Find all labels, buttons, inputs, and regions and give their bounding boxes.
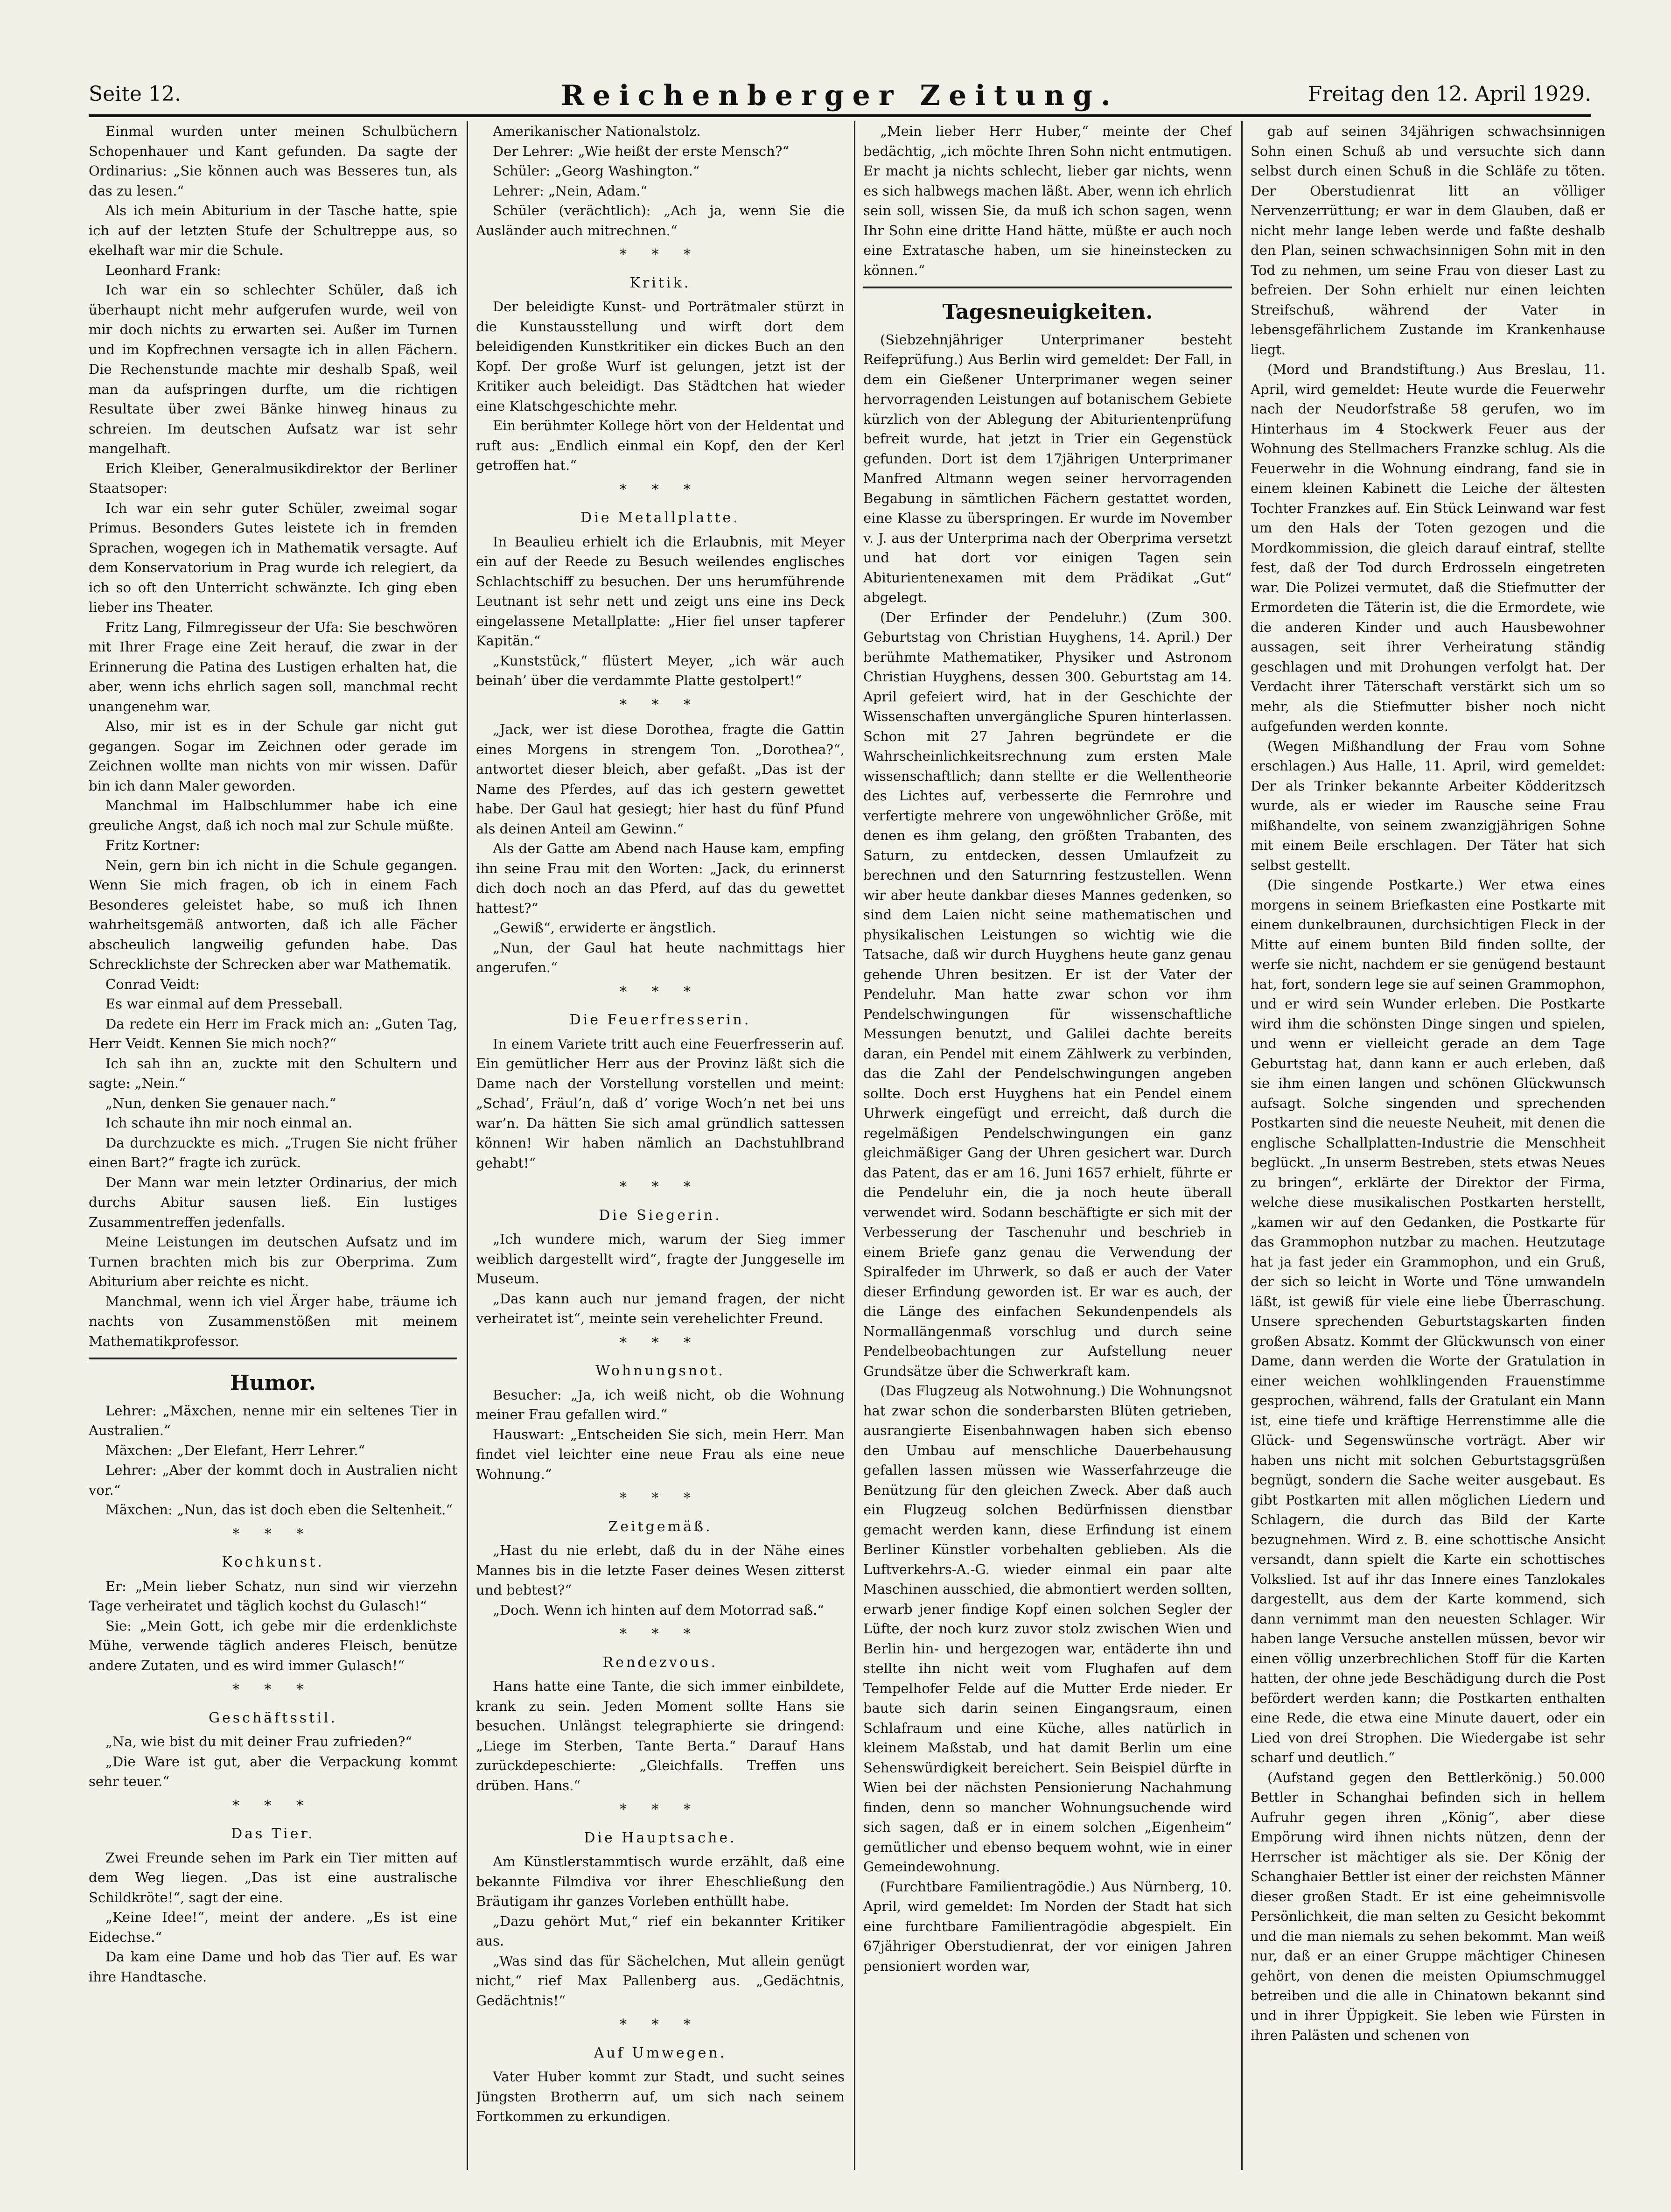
paragraph: Lehrer: „Aber der kommt doch in Australien nicht vor.“ [89, 1462, 457, 1498]
paragraph: (Mord und Brandstiftung.) Aus Breslau, 11. April, wird gemeldet: Heute wurde die Feuerwehr nach der Neudorfstraße 58 gerufen, wo im Hinterhaus im 4 Stockwerk Feuer aus der Wohnung des Stellmachers Franzke schlug. Als die Feuerwehr in die Wohnung eindrang, fand sie in einem kleinen Kabinett die Leiche der ältesten Tochter Franzkes auf. Ein Stück Leinwand war fest um den Hals der Toten gezogen und die Mordkommission, die gleich darauf eintraf, stellte fest, daß der Tod durch Erdrosseln eingetreten war. Die Polizei vermutet, daß die Stiefmutter der Ermordeten die Täterin ist, die die Ermordete, wie die anderen Kinder und auch Hausbewohner aussagen, seit ihrer Verheiratung ständig geschlagen und mit Drohungen verfolgt hat. Der Verdacht ihrer Täterschaft verstärkt sich um so mehr, als die Stiefmutter bisher noch nicht aufgefunden werden konnte. [1251, 361, 1605, 734]
paragraph: „Mein lieber Herr Huber,“ meinte der Chef bedächtig, „ich möchte Ihren Sohn nicht entmutigen. Er macht ja nichts schlecht, lieber gar nichts, wenn es sich halbwegs machen läßt. Aber, wenn ich ehrlich sein soll, wissen Sie, da muß ich schon sagen, wenn Ihr Sohn eine dritte Hand hätte, müßte er auch noch eine Extratasche haben, um sie hineinstecken zu können.“ [863, 123, 1232, 278]
section-title: Humor. [230, 1371, 316, 1395]
paragraph: Fritz Kortner: [105, 837, 200, 853]
paragraph: „Das kann auch nur jemand fragen, der nicht verheiratet ist“, meinte sein verehelichter Freund. [476, 1290, 845, 1326]
paragraph: (Der Erfinder der Pendeluhr.) (Zum 300. Geburtstag von Christian Huyghens, 14. April.) Der berühmte Mathematiker, Physiker und Astronom Christian Huyghens, dessen 300. Geburtstag am 14. April gefeiert wird, hat in der Geschichte der Wissenschaften unvergängliche Spuren hinterlassen. Schon mit 27 Jahren begründete er die Wahrscheinlichkeitsrechnung zum ersten Male wissenschaftlich; dann stellte er die Wellentheorie des Lichtes auf, verbesserte die Fernrohre und verfertigte mehrere von ungewöhnlicher Größe, mit denen es ihm gelang, den größten Trabanten, des Saturn, zu entdecken, dessen Umlaufzeit zu berechnen und den Saturnring festzustellen. Wenn wir aber heute dankbar dieses Mannes gedenken, so sind dem Laien nicht seine mathematischen und physikalischen Leistungen so wichtig wie die Tatsache, daß wir durch Huyghens heute ganz genau gehende Uhren besitzen. Er ist der Vater der Pendeluhr. Man hatte zwar schon vor ihm Pendelschwingungen für wissenschaftliche Messungen benutzt, und Galilei dachte bereits daran, ein Pendel mit einem Zählwerk zu verbinden, das die Zahl der Pendelschwingungen angeben sollte. Doch erst Huyghens hat ein Pendel einem Uhrwerk eingefügt und erreicht, daß durch die regelmäßigen Pendelschwingungen ein ganz gleichmäßiger Gang der Uhren gesichert war. Durch das Patent, das er am 16. Juni 1657 erhielt, führte er die Pendeluhr ein, die ja noch heute überall verwendet wird. Sodann beschäftigte er sich mit der Verbesserung der Taschenuhr und beschrieb in einem Briefe ganz genau die Verwendung der Spiralfeder im Uhrwerk, so daß er auch der Vater dieser Erfindung geworden ist. Er war es auch, der die Länge des einfachen Sekundenpendels als Normallängenmaß vorschlug und durch seine Pendelbeobachtungen zur Aufstellung neuer Grundsätze über die Schwerkraft kam. [863, 609, 1232, 1379]
separator-stars: * * * [619, 1334, 701, 1351]
paragraph: (Die singende Postkarte.) Wer etwa eines morgens in seinem Briefkasten eine Postkarte mit einem dunkelbraunen, durchsichtigen Fleck in der Mitte auf einem bunten Bild finden sollte, der werfe sie nicht, nachdem er sie genügend bestaunt hat, fort, sondern lege sie auf seinen Grammophon, und er wird sein Wunder erleben. Die Postkarte wird ihm die schönsten Dinge singen und spielen, und wenn er vielleicht gerade an dem Tage Geburtstag hat, dann kann er auch erleben, daß sie ihm einen langen und schönen Glückwunsch aufsagt. Solche singenden und sprechenden Postkarten sind die neueste Neuheit, mit denen die englische Schallplatten-Industrie die Menschheit beglückt. „In unserm Bestreben, stets etwas Neues zu bringen“, erklärte der Direktor der Firma, welche diese musikalischen Postkarten herstellt, „kamen wir auf den Gedanken, die Postkarte für das Grammophon nutzbar zu machen. Heutzutage hat ja fast jeder ein Grammophon, und ein Gruß, der sich so leicht in Worte und Töne umwandeln läßt, ist gewiß für viele eine liebe Überraschung. Unsere sprechenden Geburtstagskarten finden großen Absatz. Kommt der Glückwunsch von einer Dame, dann werden die Worte der Gratulation in einer weichen wohlklingenden Frauenstimme gesprochen, während, falls der Gratulant ein Mann ist, eine tiefe und kräftige Herrenstimme alle die Glück- und Segenswünsche vorträgt. Aber wir haben uns nicht mit solchen Geburtstagsgrüßen begnügt, sondern die Sache weiter ausgebaut. Es gibt Postkarten mit allen möglichen Liedern und Schlagern, die durch das Bild der Karte bezugnehmen. Wird z. B. eine schottische Ansicht versandt, dann spielt die Karte ein schottisches Volkslied. Ist auf ihr das Innere eines Tanzlokales dargestellt, aus dem der Karte kommend, sich dann vernimmt man den neuesten Schlager. Wir haben lange Versuche anstellen müssen, bevor wir einen völlig unzerbrechlichen Stoff für die Karten hatten, der ohne jede Beschädigung durch die Post befördert werden kann; die Postkarten enthalten eine Rede, die etwa eine Minute dauert, oder ein Lied von drei Strophen. Die Wiedergabe ist sehr scharf und deutlich.“ [1251, 877, 1605, 1765]
paragraph: Also, mir ist es in der Schule gar nicht gut gegangen. Sogar im Zeichnen oder gerade im Zeichnen wollte man nichts von mir wissen. Dafür bin ich dann Maler geworden. [89, 718, 457, 794]
paragraph: Ich schaute ihn mir noch einmal an. [105, 1115, 352, 1131]
paragraph: Als der Gatte am Abend nach Hause kam, empfing ihn seine Frau mit den Worten: „Jack, du erinnerst dich doch noch an das Pferd, auf das du gewettet hattest?“ [476, 840, 845, 916]
separator-stars: * * * [619, 696, 701, 713]
article-heading: Das Tier. [231, 1826, 315, 1842]
column-divider [1241, 121, 1243, 2170]
issue-date: Freitag den 12. April 1929. [1307, 82, 1591, 106]
paragraph: Hans hatte eine Tante, die sich immer einbildete, krank zu sein. Jeden Moment sollte Hans sie besuchen. Unlängst telegraphierte sie dringend: „Liege im Sterben, Tante Berta.“ Darauf Hans zurückdepeschierte: „Gleichfalls. Treffen uns drüben. Hans.“ [476, 1678, 845, 1793]
paragraph: „Ich wundere mich, warum der Sieg immer weiblich dargestellt wird“, fragte der Junggeselle im Museum. [476, 1231, 845, 1287]
page-header [89, 79, 1591, 112]
paragraph: (Aufstand gegen den Bettlerkönig.) 50.000 Bettler in Schanghai befinden sich in hellem Aufruhr gegen ihren „König“, aber diese Empörung wird ihnen nichts nützen, denn der Herrscher ist mächtiger als sie. Der König der Schanghaier Bettler ist einer der reichsten Männer dieser großen Stadt. Er ist eine geheimnisvolle Persönlichkeit, die man selten zu Gesicht bekommt und die man niemals zu sehen bekommt. Man weiß nur, daß er an einer Gruppe mächtiger Chinesen gehört, von denen die meisten Opiumschmuggel betreiben und die alle in Chinatown bekannt sind und in ihrer Üppigkeit. Sie leben wie Fürsten in ihren Palästen und schenen von [1251, 1769, 1605, 2043]
paragraph: Nein, gern bin ich nicht in die Schule gegangen. Wenn Sie mich fragen, ob ich in einem Fach Besonderes geleistet habe, so muß ich Ihnen wahrheitsgemäß antworten, daß ich alle Fächer abscheulich langweilig gefunden habe. Das Schrecklichste der Schrecken aber war Mathematik. [89, 857, 457, 972]
paragraph: Erich Kleiber, Generalmusikdirektor der Berliner Staatsoper: [89, 460, 457, 496]
paragraph: gab auf seinen 34jährigen schwachsinnigen Sohn einen Schuß ab und versuchte sich dann selbst durch einen Schuß in die Schläfe zu töten. Der Oberstudienrat litt an völliger Nervenzerrüttung; er war in dem Glauben, daß er nicht mehr lange leben werde und faßte deshalb den Plan, seinen schwachsinnigen Sohn mit in den Tod zu nehmen, um seine Frau von dieser Last zu befreien. Der Sohn erhielt nur einen leichten Streifschuß, während der Vater in lebensgefährlichem Zustande im Krankenhause liegt. [1251, 123, 1605, 357]
paragraph: „Doch. Wenn ich hinten auf dem Motorrad saß.“ [493, 1602, 825, 1618]
article-heading: Auf Umwegen. [594, 2044, 727, 2061]
article-heading: Wohnungsnot. [595, 1363, 725, 1379]
paragraph: „Die Ware ist gut, aber die Verpackung kommt sehr teuer.“ [89, 1753, 457, 1789]
paragraph: Der Lehrer: „Wie heißt der erste Mensch?“ [493, 143, 790, 159]
paragraph: „Nun, denken Sie genauer nach.“ [105, 1095, 336, 1111]
section-rule [89, 1358, 457, 1359]
column-divider [854, 121, 855, 2170]
paragraph: „Gewiß“, erwiderte er ängstlich. [493, 920, 716, 936]
paragraph: (Wegen Mißhandlung der Frau vom Sohne erschlagen.) Aus Halle, 11. April, wird gemeldet: Der als Trinker bekannte Arbeiter Ködderitzsch wurde, als er wieder im Rausche seine Frau mißhandelte, von seinem zwanzigjährigen Sohne mit einem Beile erschlagen. Der Täter hat sich selbst gestellt. [1251, 738, 1605, 873]
paragraph: „Na, wie bist du mit deiner Frau zufrieden?“ [105, 1734, 413, 1750]
header-rule [89, 114, 1591, 117]
masthead-title: Reichenberger Zeitung. [561, 79, 1119, 112]
column-4 [1251, 121, 1605, 2165]
paragraph: Lehrer: „Mäxchen, nenne mir ein seltenes Tier in Australien.“ [89, 1402, 457, 1438]
paragraph: Der beleidigte Kunst- und Porträtmaler stürzt in die Kunstausstellung und wirft dort dem beleidigenden Kunstkritiker ein dickes Buch an den Kopf. Der große Wurf ist gelungen, jetzt ist der Kritiker auch beleidigt. Das Städtchen hat wieder eine Klatschgeschichte mehr. [476, 299, 845, 414]
paragraph: Da kam eine Dame und hob das Tier auf. Es war ihre Handtasche. [89, 1949, 457, 1985]
paragraph: „Nun, der Gaul hat heute nachmittags hier angerufen.“ [476, 939, 845, 975]
article-heading: Geschäftsstil. [209, 1709, 337, 1726]
paragraph: Besucher: „Ja, ich weiß nicht, ob die Wohnung meiner Frau gefallen wird.“ [476, 1386, 845, 1422]
article-heading: Die Hauptsache. [584, 1829, 737, 1846]
separator-stars: * * * [619, 1490, 701, 1506]
paragraph: Manchmal im Halbschlummer habe ich eine greuliche Angst, daß ich noch mal zur Schule müßte. [89, 798, 457, 833]
paragraph: Mäxchen: „Nun, das ist doch eben die Seltenheit.“ [105, 1502, 453, 1518]
page-number: Seite 12. [89, 82, 181, 106]
paragraph: Als ich mein Abiturium in der Tasche hatte, spie ich auf der letzten Stufe der Schultreppe aus, so ekelhaft war mir die Schule. [89, 203, 457, 258]
paragraph: Mäxchen: „Der Elefant, Herr Lehrer.“ [105, 1442, 365, 1458]
separator-stars: * * * [619, 1801, 701, 1818]
paragraph: Meine Leistungen im deutschen Aufsatz und im Turnen brachten mich bis zur Oberprima. Zum Abiturium aber reichte es nicht. [89, 1234, 457, 1289]
article-heading: Die Feuerfresserin. [569, 1012, 751, 1028]
article-heading: Kochkunst. [222, 1554, 324, 1570]
column-divider [467, 121, 468, 2170]
paragraph: Ich war ein sehr guter Schüler, zweimal sogar Primus. Besonders Gutes leistete ich in fremden Sprachen, wogegen ich in Mathematik versagte. Auf dem Konservatorium in Prag wurde ich relegiert, da ich so oft den Unterricht schwänzte. Ich ging eben lieber ins Theater. [89, 500, 457, 615]
paragraph: In einem Variete tritt auch eine Feuerfresserin auf. Ein gemütlicher Herr aus der Provinz läßt sich die Dame nach der Vorstellung vorstellen und meint: „Schad’, Fräul’n, daß d’ vorige Woch’n net bei uns war’n. Da hätten Sie sich amal gründlich sattessen können! Wir haben nämlich an Dachstuhlbrand gehabt!“ [476, 1036, 845, 1171]
paragraph: Lehrer: „Nein, Adam.“ [493, 182, 648, 199]
paragraph: „Was sind das für Sächelchen, Mut allein genügt nicht,“ rief Max Pallenberg aus. „Gedächtnis, Gedächtnis!“ [476, 1953, 845, 2009]
paragraph: „Hast du nie erlebt, daß du in der Nähe eines Mannes bis in die letzte Faser deines Wesen zitterst und bebtest?“ [476, 1542, 845, 1598]
paragraph: (Das Flugzeug als Notwohnung.) Die Wohnungsnot hat zwar schon die sonderbarsten Blüten getrieben, ausrangierte Eisenbahnwagen haben sich ebenso den Umbau auf menschliche Dauerbehausung gefallen lassen müssen wie Wasserfahrzeuge die Benützung für den gleichen Zweck. Aber daß auch ein Flugzeug solchen Bedürfnissen dienstbar gemacht werden kann, diese Erfindung ist einem Berliner Künstler vorbehalten geblieben. Als die Luftverkehrs-A.-G. wieder einmal ein paar alte Maschinen ausschied, die abmontiert werden sollten, erwarb jener findige Kopf einen solchen Segler der Lüfte, der noch kurz zuvor stolz zwischen Wien und Berlin hin- und hergezogen war, entäderte ihn und stellte ihn nicht weit vom Flughafen auf dem Tempelhofer Felde auf die Mutter Erde nieder. Er baute sich darin seinen Eingangsraum, einen Schlafraum und eine Küche, alles natürlich in kleinem Maßstab, und hat damit Berlin um eine Sehenswürdigkeit bereichert. Sein Beispiel dürfte in Wien bei der nächsten Pensionierung Nachahmung finden, denn so mancher Wohnungsuchende wird sich sagen, daß er in einem solchen „Eigenheim“ gemütlicher und ebenso bequem wohnt, wie in einer Gemeindewohnung. [863, 1383, 1232, 1875]
article-heading: Die Siegerin. [599, 1207, 722, 1224]
paragraph: Der Mann war mein letzter Ordinarius, der mich durchs Abitur sausen ließ. Ein lustiges Zusammentreffen jedenfalls. [89, 1174, 457, 1230]
column-3 [863, 121, 1232, 2165]
paragraph: Fritz Lang, Filmregisseur der Ufa: Sie beschwören mit Ihrer Frage eine Zeit herauf, die zwar in der Erinnerung die Patina des Lustigen erhalten hat, die aber, wenn ichs ehrlich sagen soll, manchmal recht unangenehm war. [89, 619, 457, 714]
article-heading: Zeitgemäß. [608, 1518, 713, 1535]
separator-stars: * * * [619, 983, 701, 1000]
section-title: Tagesneuigkeiten. [942, 300, 1153, 324]
article-heading: Die Metallplatte. [580, 510, 740, 526]
column-1 [89, 121, 457, 2165]
separator-stars: * * * [232, 1797, 314, 1814]
separator-stars: * * * [619, 1626, 701, 1642]
separator-stars: * * * [619, 481, 701, 498]
paragraph: Zwei Freunde sehen im Park ein Tier mitten auf dem Weg liegen. „Das ist eine australische Schildkröte!“, sagt der eine. [89, 1849, 457, 1905]
paragraph: Hauswart: „Entscheiden Sie sich, mein Herr. Man findet viel leichter eine neue Frau als eine neue Wohnung.“ [476, 1426, 845, 1482]
paragraph: Da redete ein Herr im Frack mich an: „Guten Tag, Herr Veidt. Kennen Sie mich noch?“ [89, 1015, 457, 1051]
paragraph: Schüler: „Georg Washington.“ [493, 163, 700, 179]
paragraph: Schüler (verächtlich): „Ach ja, wenn Sie die Ausländer auch mitrechnen.“ [476, 203, 845, 238]
column-2 [476, 121, 845, 2165]
article-heading: Rendezvous. [602, 1654, 718, 1671]
paragraph: „Jack, wer ist diese Dorothea, fragte die Gattin eines Morgens in strengem Ton. „Dorothea?“, antwortet dieser bleich, aber gefaßt. „Das ist der Name des Pferdes, auf das ich gestern gewettet habe. Der Gaul hat gesiegt; hier hast du fünf Pfund als deinen Anteil am Gewinn.“ [476, 721, 845, 837]
paragraph: „Dazu gehört Mut,“ rief ein bekannter Kritiker aus. [476, 1913, 845, 1949]
paragraph: (Siebzehnjähriger Unterprimaner besteht Reifeprüfung.) Aus Berlin wird gemeldet: Der Fall, in dem ein Gießener Unterprimaner wegen seiner hervorragenden Leistungen auf botanischem Gebiete kürzlich von der Ablegung der Abiturientenprüfung befreit wurde, hat jetzt in Trier ein Gegenstück gefunden. Dort ist dem 17jährigen Unterprimaner Manfred Altmann wegen seiner hervorragenden Begabung in sämtlichen Fächern gestattet worden, eine Klasse zu überspringen. Er wurde im November v. J. aus der Unterprima nach der Oberprima versetzt und hat dort vor einigen Tagen sein Abiturientenexamen mit dem Prädikat „Gut“ abgelegt. [863, 331, 1232, 605]
paragraph: Conrad Veidt: [105, 976, 200, 992]
separator-stars: * * * [619, 1179, 701, 1195]
paragraph: Ich sah ihn an, zuckte mit den Schultern und sagte: „Nein.“ [89, 1055, 457, 1091]
paragraph: Er: „Mein lieber Schatz, nun sind wir vierzehn Tage verheiratet und täglich kochst du Gulasch!“ [89, 1578, 457, 1614]
separator-stars: * * * [232, 1681, 314, 1698]
paragraph: Amerikanischer Nationalstolz. [493, 123, 701, 139]
paragraph: Ein berühmter Kollege hört von der Heldentat und ruft aus: „Endlich einmal ein Kopf, den der Kerl getroffen hat.“ [476, 418, 845, 473]
paragraph: In Beaulieu erhielt ich die Erlaubnis, mit Meyer ein auf der Reede zu Besuch weilendes englisches Schlachtschiff zu besuchen. Der uns herumführende Leutnant ist sehr nett und zeigt uns eine ins Deck eingelassene Metallplatte: „Hier fiel unser tapferer Kapitän.“ [476, 533, 845, 649]
paragraph: Manchmal, wenn ich viel Ärger habe, träume ich nachts von Zusammenstößen mit meinem Mathematikprofessor. [89, 1293, 457, 1349]
paragraph: Sie: „Mein Gott, ich gebe mir die erdenklichste Mühe, verwende täglich anderes Fleisch, benütze andere Zutaten, und es wird immer Gulasch!“ [89, 1617, 457, 1673]
paragraph: Da durchzuckte es mich. „Trugen Sie nicht früher einen Bart?“ fragte ich zurück. [89, 1134, 457, 1170]
paragraph: Einmal wurden unter meinen Schulbüchern Schopenhauer und Kant gefunden. Da sagte der Ordinarius: „Sie können auch was Besseres tun, als das zu lesen.“ [89, 123, 457, 199]
paragraph: (Furchtbare Familientragödie.) Aus Nürnberg, 10. April, wird gemeldet: Im Norden der Stadt hat sich eine furchtbare Familientragödie abgespielt. Ein 67jähriger Oberstudienrat, der vor einigen Jahren pensioniert worden war, [863, 1878, 1232, 1974]
paragraph: „Keine Idee!“, meint der andere. „Es ist eine Eidechse.“ [89, 1909, 457, 1945]
paragraph: Es war einmal auf dem Presseball. [105, 996, 343, 1012]
separator-stars: * * * [619, 246, 701, 263]
paragraph: Ich war ein so schlechter Schüler, daß ich überhaupt nicht mehr aufgerufen wurde, weil von mir doch nichts zu erwarten sei. Außer im Turnen und im Kopfrechnen versagte ich in allen Fächern. Die Rechenstunde machte mir deshalb Spaß, weil man da aufspringen durfte, um die richtigen Resultate über zwei Bänke hinweg hinaus zu schreien. Im deutschen Aufsatz war ist sehr mangelhaft. [89, 282, 457, 456]
paragraph: Vater Huber kommt zur Stadt, und sucht seines Jüngsten Brotherrn auf, um sich nach seinem Fortkommen zu erkundigen. [476, 2069, 845, 2124]
section-rule [863, 287, 1232, 288]
paragraph: Leonhard Frank: [105, 262, 221, 278]
article-heading: Kritik. [629, 274, 691, 291]
separator-stars: * * * [619, 2016, 701, 2033]
paragraph: „Kunststück,“ flüstert Meyer, „ich wär auch beinah’ über die verdammte Platte gestolpert!“ [476, 652, 845, 688]
separator-stars: * * * [232, 1526, 314, 1542]
paragraph: Am Künstlerstammtisch wurde erzählt, daß eine bekannte Filmdiva vor ihrer Eheschließung den Bräutigam ihr ganzes Vorleben enthüllt habe. [476, 1854, 845, 1909]
